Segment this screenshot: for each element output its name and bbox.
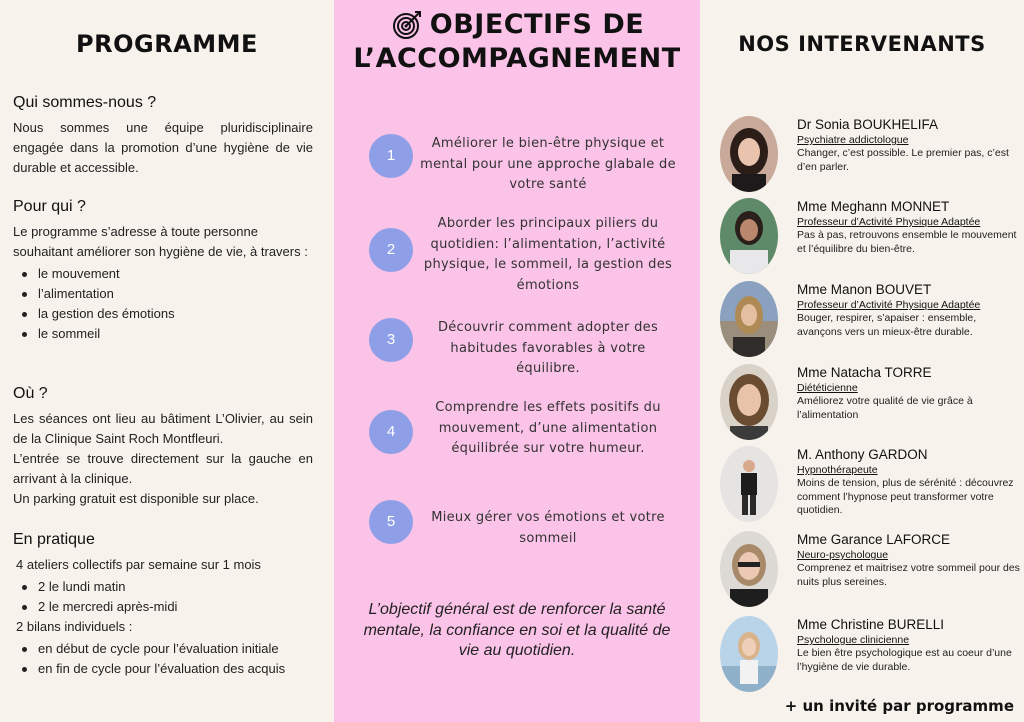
- speaker-info: [797, 364, 1022, 422]
- speaker-desc: Pas à pas, retrouvons ensemble le mouvement et l’équilibre du bien-être.: [797, 229, 1017, 255]
- speaker-desc: Le bien être psychologique est au coeur d’une l’hygiène de vie durable.: [797, 647, 1012, 673]
- practice-list-2: [13, 639, 313, 679]
- speaker-name: Mme Manon BOUVET: [797, 282, 932, 297]
- speaker-desc: Améliorez votre qualité de vie grâce à l’alimentation: [797, 395, 973, 421]
- where-text-1: Les séances ont lieu au bâtiment L’Olivier, au sein de la Clinique Saint Roch Montfleuri.: [13, 411, 313, 446]
- speaker-info: [797, 281, 1022, 339]
- practice-section: [13, 531, 313, 679]
- objective-text: Aborder les principaux piliers du quotidien: l’alimentation, l’activité physique, le sommeil, la gestion des émotions: [423, 216, 673, 293]
- list-item: l’alimentation: [13, 284, 313, 304]
- list-item: le sommeil: [13, 324, 313, 344]
- who-title: Qui sommes-nous ?: [13, 94, 157, 111]
- speaker-name: Mme Garance LAFORCE: [797, 532, 951, 547]
- for-whom-text: Le programme s’adresse à toute personne souhaitant améliorer son hygiène de vie, à travers :: [13, 224, 308, 259]
- where-title: Où ?: [13, 385, 48, 402]
- speaker-name: Mme Natacha TORRE: [797, 365, 932, 380]
- list-item: 2 le lundi matin: [13, 577, 313, 597]
- programme-column: [0, 0, 334, 722]
- practice-line-1: 4 ateliers collectifs par semaine sur 1 mois: [16, 557, 261, 572]
- speaker-name: Mme Meghann MONNET: [797, 199, 950, 214]
- practice-title: En pratique: [13, 531, 95, 548]
- where-section: [13, 385, 313, 509]
- objective-number: 5: [369, 500, 413, 544]
- objective-number: 4: [369, 410, 413, 454]
- list-item: 2 le mercredi après-midi: [13, 597, 313, 617]
- speaker-info: [797, 116, 1022, 174]
- where-text-2: L’entrée se trouve directement sur la gauche en arrivant à la clinique.: [13, 451, 313, 486]
- avatar: [720, 616, 778, 692]
- objectives-title-line-1: OBJECTIFS DE: [429, 9, 645, 40]
- practice-list-1: [13, 577, 313, 617]
- speaker-info: [797, 198, 1022, 256]
- speaker-desc: Changer, c’est possible. Le premier pas, c’est d’en parler.: [797, 147, 1009, 173]
- speaker-name: Dr Sonia BOUKHELIFA: [797, 117, 939, 132]
- speaker-info: [797, 616, 1022, 674]
- avatar: [720, 116, 778, 192]
- practice-line-2: 2 bilans individuels :: [16, 619, 133, 634]
- objective-text: Mieux gérer vos émotions et votre sommeil: [431, 510, 665, 546]
- objective-text: Comprendre les effets positifs du mouvement, d’une alimentation équilibrée sur votre humeur.: [435, 400, 661, 456]
- objective-number: 3: [369, 318, 413, 362]
- who-section: [13, 94, 313, 178]
- avatar: [720, 446, 778, 522]
- speaker-name: M. Anthony GARDON: [797, 447, 928, 462]
- objective-number: 2: [369, 228, 413, 272]
- objectives-conclusion: L’objectif général est de renforcer la santé mentale, la confiance en soi et la qualité de vie au quotidien.: [363, 601, 671, 659]
- speaker-role: Neuro-psychologue: [797, 549, 889, 561]
- objective-text: Découvrir comment adopter des habitudes favorables à votre équilibre.: [437, 320, 659, 376]
- list-item: en début de cycle pour l’évaluation initiale: [13, 639, 313, 659]
- list-item: la gestion des émotions: [13, 304, 313, 324]
- avatar: [720, 531, 778, 607]
- objectives-title-line-2: L’ACCOMPAGNEMENT: [353, 43, 681, 74]
- speaker-role: Diététicienne: [797, 382, 858, 394]
- guest-note: + un invité par programme: [784, 697, 1014, 715]
- speaker-role: Professeur d’Activité Physique Adaptée: [797, 299, 981, 311]
- avatar: [720, 281, 778, 357]
- list-item: le mouvement: [13, 264, 313, 284]
- speaker-desc: Comprenez et maitrisez votre sommeil pour des nuits plus sereines.: [797, 562, 1020, 588]
- speaker-role: Hypnothérapeute: [797, 464, 878, 476]
- speaker-desc: Bouger, respirer, s’apaiser : ensemble, avançons vers un mieux-être durable.: [797, 312, 977, 338]
- speaker-info: [797, 446, 1022, 518]
- who-text: Nous sommes une équipe pluridisciplinaire engagée dans la promotion d’une hygiène de vie durable et accessible.: [13, 120, 313, 175]
- avatar: [720, 198, 778, 274]
- list-item: en fin de cycle pour l’évaluation des acquis: [13, 659, 313, 679]
- speaker-role: Psychiatre addictologue: [797, 134, 909, 146]
- objective-text: Améliorer le bien-être physique et mental pour une approche glabale de votre santé: [420, 136, 676, 192]
- for-whom-list: [13, 264, 313, 344]
- speaker-info: [797, 531, 1022, 589]
- for-whom-title: Pour qui ?: [13, 198, 86, 215]
- for-whom-section: [13, 198, 313, 344]
- speakers-title: NOS INTERVENANTS: [738, 32, 986, 56]
- programme-title: PROGRAMME: [76, 30, 258, 58]
- speaker-desc: Moins de tension, plus de sérénité : découvrez comment l’hypnose peut transformer votre quotidien.: [797, 477, 1014, 516]
- speaker-name: Mme Christine BURELLI: [797, 617, 945, 632]
- objectives-title: [334, 8, 700, 76]
- speaker-role: Psychologue clinicienne: [797, 634, 910, 646]
- speaker-role: Professeur d’Activité Physique Adaptée: [797, 216, 981, 228]
- speakers-column: [700, 0, 1024, 722]
- where-text-3: Un parking gratuit est disponible sur place.: [13, 491, 259, 506]
- avatar: [720, 364, 778, 440]
- objectives-column: [334, 0, 700, 722]
- objective-number: 1: [369, 134, 413, 178]
